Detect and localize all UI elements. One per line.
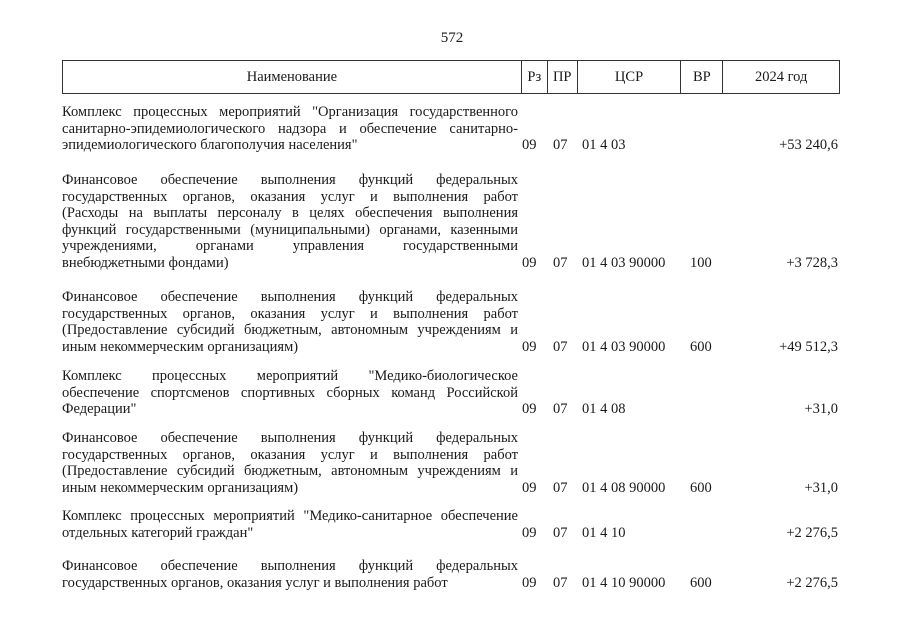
row-rz: 09 — [522, 338, 537, 355]
header-name: Наименование — [63, 61, 522, 93]
row-csr: 01 4 08 90000 — [582, 479, 666, 496]
row-rz: 09 — [522, 524, 537, 541]
row-name-line: (Расходы на выплаты персоналу в целях обеспечения выполнения — [62, 205, 518, 221]
page-number: 572 — [440, 30, 464, 46]
row-csr: 01 4 03 — [582, 137, 626, 153]
row-name-line: эпидемиологического благополучия населения" — [62, 137, 358, 153]
row-vr: 100 — [690, 254, 712, 271]
row-name-line: Финансовое обеспечение выполнения функций федеральных — [62, 172, 518, 188]
row-name-line: Комплекс процессных мероприятий "Организация государственного — [62, 104, 518, 120]
row-csr: 01 4 10 — [582, 524, 626, 541]
row-name — [62, 289, 518, 355]
row-name-line: иным некоммерческим организациям) — [62, 479, 299, 496]
row-name — [62, 508, 518, 541]
header-pr: ПР — [548, 61, 578, 93]
header-csr: ЦСР — [578, 61, 682, 93]
row-pr: 07 — [553, 137, 568, 153]
row-name-line: Финансовое обеспечение выполнения функций федеральных — [62, 289, 518, 305]
row-vr: 600 — [690, 479, 712, 496]
row-amount: +2 276,5 — [786, 524, 838, 541]
row-amount: +3 728,3 — [786, 254, 838, 271]
row-pr: 07 — [553, 338, 568, 355]
row-name-line: государственных органов, оказания услуг и выполнения работ — [62, 305, 518, 322]
row-name-line: санитарно-эпидемиологического надзора и обеспечение санитарно- — [62, 120, 518, 137]
header-rz: Рз — [522, 61, 548, 93]
row-pr: 07 — [553, 524, 568, 541]
row-name — [62, 368, 518, 418]
row-name-line: отдельных категорий граждан" — [62, 524, 254, 541]
row-csr: 01 4 08 — [582, 401, 626, 417]
row-name-line: функций государственными (муниципальными) органами, казенными — [62, 221, 518, 238]
row-vr: 600 — [690, 574, 712, 591]
row-name — [62, 558, 518, 591]
row-amount: +31,0 — [804, 401, 838, 417]
row-name-line: внебюджетными фондами) — [62, 254, 229, 271]
row-rz: 09 — [522, 574, 537, 591]
row-name-line: государственных органов, оказания услуг и выполнения работ — [62, 574, 448, 591]
row-csr: 01 4 03 90000 — [582, 254, 666, 271]
row-name-line: (Предоставление субсидий бюджетным, автономным учреждениям и — [62, 322, 518, 338]
row-name-line: Комплекс процессных мероприятий "Медико-санитарное обеспечение — [62, 508, 518, 524]
row-name-line: государственных органов, оказания услуг и выполнения работ — [62, 188, 518, 205]
row-name — [62, 172, 518, 271]
row-vr: 600 — [690, 338, 712, 355]
row-pr: 07 — [553, 574, 568, 591]
row-name-line: обеспечение спортсменов спортивных сборных команд Российской — [62, 384, 518, 401]
row-amount: +2 276,5 — [786, 574, 838, 591]
row-name-line: иным некоммерческим организациям) — [62, 338, 299, 355]
row-name-line: государственных органов, оказания услуг и выполнения работ — [62, 446, 518, 463]
row-amount: +49 512,3 — [779, 338, 838, 355]
row-rz: 09 — [522, 254, 537, 271]
row-name-line: Финансовое обеспечение выполнения функций федеральных — [62, 558, 518, 574]
row-name — [62, 104, 518, 154]
row-pr: 07 — [553, 479, 568, 496]
row-name-line: Федерации" — [62, 401, 137, 417]
row-name-line: (Предоставление субсидий бюджетным, автономным учреждениям и — [62, 463, 518, 479]
row-amount: +31,0 — [804, 479, 838, 496]
row-csr: 01 4 03 90000 — [582, 338, 666, 355]
row-rz: 09 — [522, 479, 537, 496]
row-name-line: Комплекс процессных мероприятий "Медико-биологическое — [62, 368, 518, 384]
row-rz: 09 — [522, 137, 537, 153]
row-name — [62, 430, 518, 496]
row-amount: +53 240,6 — [779, 137, 838, 153]
row-pr: 07 — [553, 254, 568, 271]
row-csr: 01 4 10 90000 — [582, 574, 666, 591]
table-header — [62, 60, 840, 94]
header-vr: ВР — [681, 61, 723, 93]
row-pr: 07 — [553, 401, 568, 417]
row-name-line: Финансовое обеспечение выполнения функций федеральных — [62, 430, 518, 446]
header-year: 2024 год — [754, 68, 808, 85]
row-name-line: учреждениями, органами управления государственными — [62, 238, 518, 254]
row-rz: 09 — [522, 401, 537, 417]
